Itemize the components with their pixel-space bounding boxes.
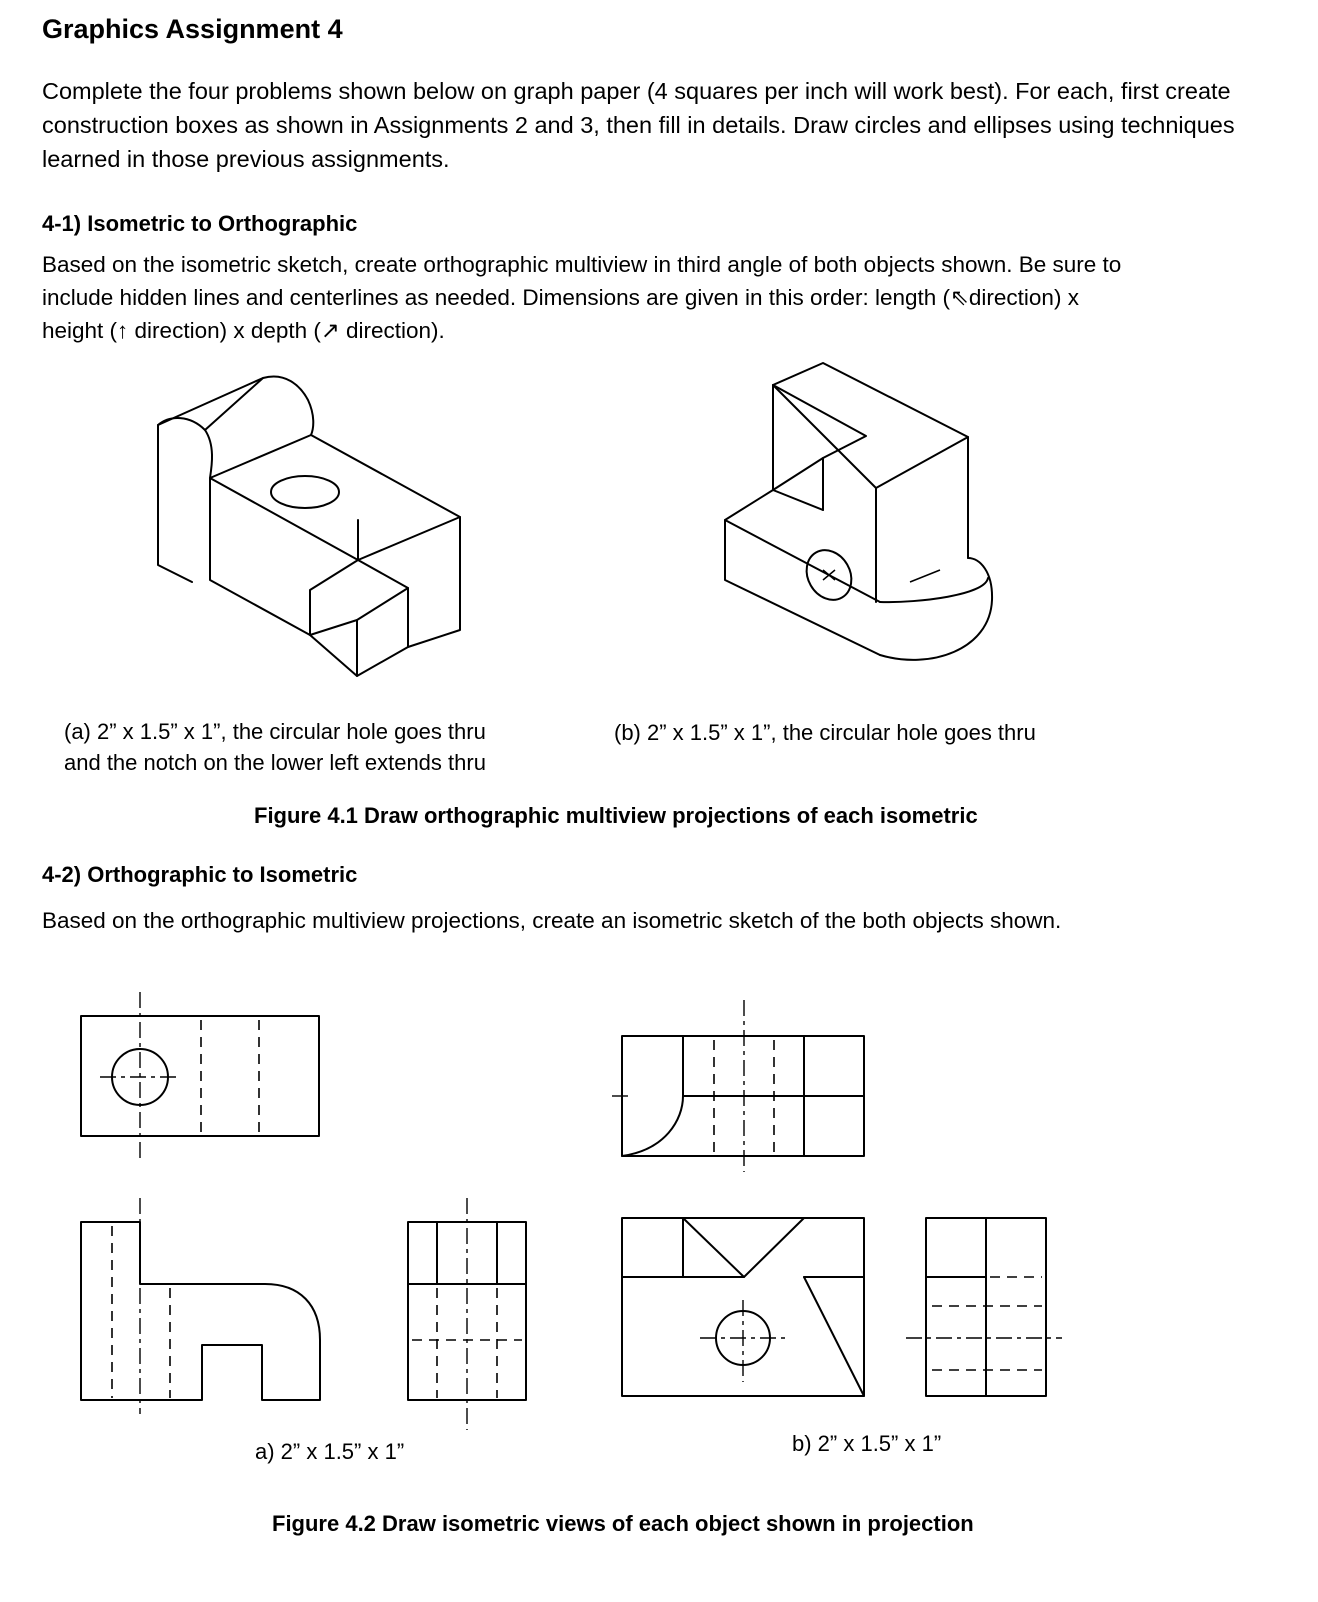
section-4-1-instructions bbox=[42, 248, 1292, 347]
isometric-object-b bbox=[725, 363, 992, 660]
isometric-drawing-a bbox=[150, 370, 470, 690]
caption-4-1-b: (b) 2” x 1.5” x 1”, the circular hole goes thru bbox=[614, 720, 1036, 745]
ortho-a-top-view bbox=[81, 992, 319, 1162]
instruction-line-3: height (↑ direction) x depth (↗ direction). bbox=[42, 318, 445, 343]
caption-4-2-b: b) 2” x 1.5” x 1” bbox=[792, 1431, 942, 1456]
ortho-a-side-view bbox=[408, 1198, 526, 1430]
caption-4-2-a: a) 2” x 1.5” x 1” bbox=[255, 1439, 405, 1464]
caption-4-1-a-line-1: (a) 2” x 1.5” x 1”, the circular hole goes thru bbox=[64, 719, 486, 744]
ortho-b-top-view bbox=[612, 1000, 864, 1172]
ortho-a-front-view bbox=[81, 1198, 320, 1414]
ortho-b-front-view bbox=[622, 1218, 864, 1396]
section-heading-4-2: 4-2) Orthographic to Isometric bbox=[42, 862, 358, 887]
orthographic-views-b bbox=[610, 990, 1070, 1400]
isometric-object-a bbox=[158, 377, 460, 676]
instruction-line-2: include hidden lines and centerlines as needed. Dimensions are given in this order: length (⇖direction) x bbox=[42, 285, 1079, 310]
ortho-b-side-view bbox=[906, 1218, 1062, 1396]
section-heading-4-1: 4-1) Isometric to Orthographic bbox=[42, 211, 358, 236]
section-4-2-instructions: Based on the orthographic multiview projections, create an isometric sketch of the both objects shown. bbox=[42, 908, 1062, 933]
figure-4-2-caption: Figure 4.2 Draw isometric views of each object shown in projection bbox=[272, 1511, 974, 1536]
intro-paragraph: Complete the four problems shown below on graph paper (4 squares per inch will work best). For each, first create construction boxes as shown in Assignments 2 and 3, then fill in details. Draw circles and ellipses using techniques learned in those previous assignments. bbox=[42, 78, 1235, 172]
isometric-drawing-b bbox=[715, 360, 1005, 670]
isometric-hole-a bbox=[271, 476, 339, 508]
caption-4-1-a bbox=[64, 716, 486, 778]
caption-4-1-a-line-2: and the notch on the lower left extends thru bbox=[64, 750, 486, 775]
orthographic-views-a bbox=[75, 985, 535, 1440]
page-title: Graphics Assignment 4 bbox=[42, 14, 343, 44]
figure-4-1-caption: Figure 4.1 Draw orthographic multiview projections of each isometric bbox=[254, 803, 978, 828]
instruction-line-1: Based on the isometric sketch, create orthographic multiview in third angle of both objects shown. Be sure to bbox=[42, 252, 1122, 277]
